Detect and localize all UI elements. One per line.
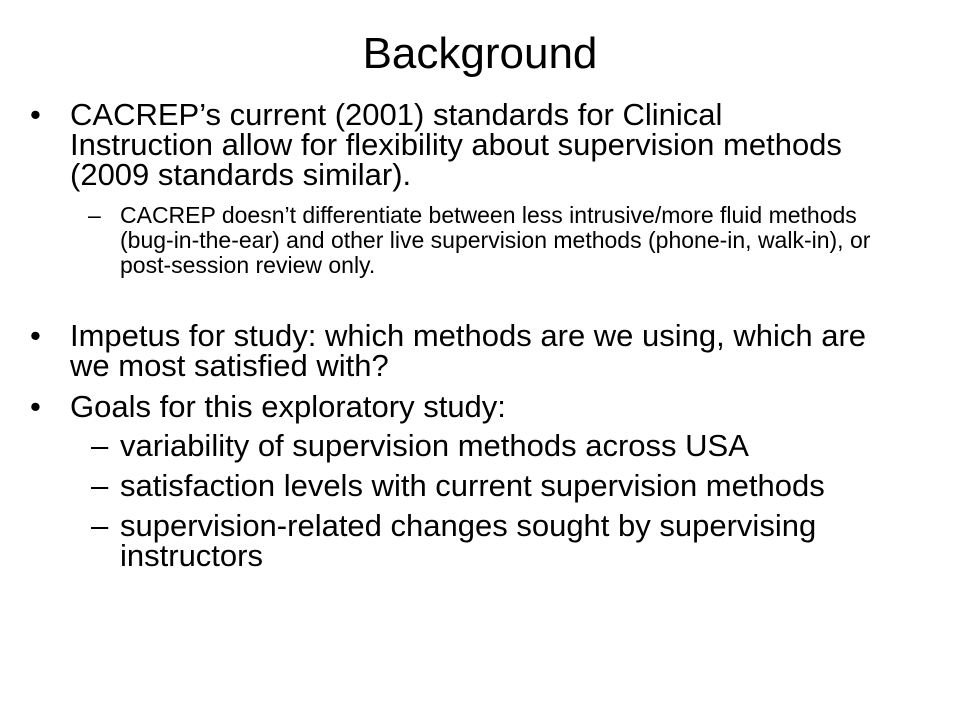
- sub-bullet-marker: –: [91, 468, 109, 503]
- sub-bullet-item: [0, 508, 880, 573]
- bullet-text: Goals for this exploratory study:: [70, 389, 506, 424]
- slide-title: Background: [362, 29, 598, 78]
- sub-bullet-text: supervision-related changes sought by supervising instructors: [120, 508, 817, 573]
- bullet-marker: •: [30, 389, 41, 424]
- sub-bullet-marker: –: [88, 202, 101, 228]
- slide-content: [0, 97, 960, 573]
- bullet-item: [0, 97, 870, 192]
- bullet-marker: •: [30, 97, 41, 132]
- sub-bullet-item: [0, 468, 880, 503]
- sub-bullet-item: [0, 428, 880, 463]
- bullet-item: [0, 389, 870, 424]
- sub-bullet-marker: –: [91, 428, 109, 463]
- sub-bullet-text: variability of supervision methods across USA: [120, 428, 749, 463]
- bullet-marker: •: [30, 318, 41, 353]
- sub-bullet-item: [0, 203, 880, 278]
- bullet-text: CACREP’s current (2001) standards for Clinical Instruction allow for flexibility about supervision methods (2009 standards similar).: [70, 97, 842, 192]
- bullet-text: Impetus for study: which methods are we using, which are we most satisfied with?: [70, 318, 867, 383]
- sub-bullet-text: CACREP doesn’t differentiate between less intrusive/more fluid methods (bug-in-the-ear) and other live supervision methods (phone-in, walk-in), or post-session review only.: [120, 202, 871, 278]
- bullet-item: [0, 318, 870, 383]
- sub-bullet-text: satisfaction levels with current supervision methods: [120, 468, 825, 503]
- sub-bullet-marker: –: [91, 508, 109, 543]
